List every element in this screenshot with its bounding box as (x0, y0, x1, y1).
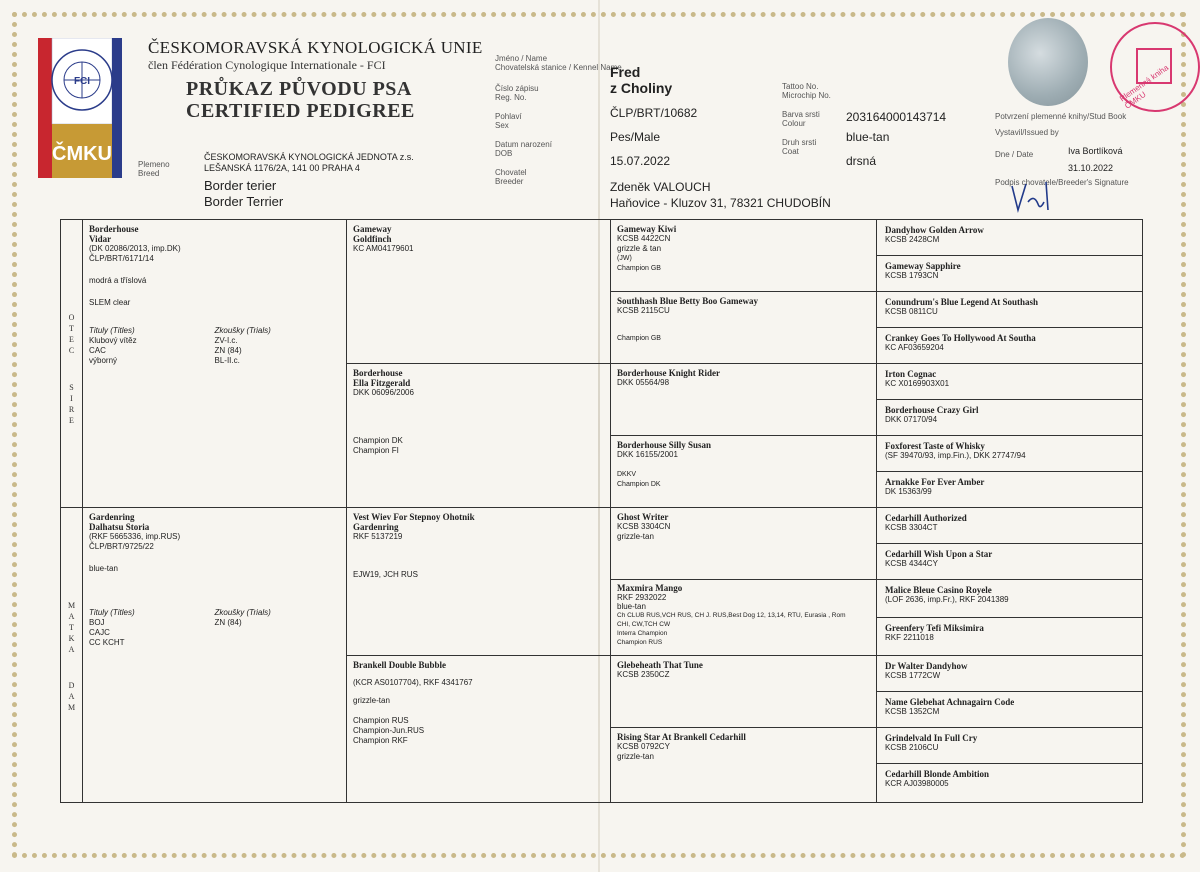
gen3-cell: Maxmira Mango RKF 2932022 blue-tan Ch CLUB RUS,VCH RUS, CH J. RUS,Best Dog 12, 13,14, RTU, Eurasia , Rom CHI, CW,TCH CW Interra Champion Champion RUS (611, 580, 877, 656)
gen3-cell: Borderhouse Knight Rider DKK 05564/98 (611, 364, 877, 436)
ancestor-reg: KC AF03659204 (885, 343, 944, 352)
colour-label: Barva srsti Colour (782, 110, 820, 128)
microchip-value: 203164000143714 (846, 110, 947, 124)
reg-number: ČLP/BRT/10682 (610, 106, 698, 120)
ancestor-reg: (SF 39470/93, imp.Fin.), DKK 27747/94 (885, 451, 1026, 460)
sex-label: Pohlaví Sex (495, 112, 522, 130)
ancestor-name: Arnakke For Ever Amber (885, 477, 985, 487)
ancestor-reg: KCR AJ03980005 (885, 779, 949, 788)
gen3-cell: Gameway Kiwi KCSB 4422CN grizzle & tan (JW) Champion GB (611, 220, 877, 292)
gen4-cell (877, 764, 1142, 802)
gen4-cell (877, 544, 1142, 580)
gen2-cell: Brankell Double Bubble (KCR AS0107704), RKF 4341767 grizzle-tan Champion RUS Champion-Jun.RUS Champion RKF (347, 656, 611, 802)
ancestor-name: Grindelvald In Full Cry (885, 733, 978, 743)
gen3-cell: Southhash Blue Betty Boo Gameway KCSB 2115CU Champion GB (611, 292, 877, 364)
cmku-logo (38, 38, 124, 178)
issued-by-value: Iva Bortlíková (1068, 146, 1123, 156)
gen3-cell: Ghost Writer KCSB 3304CN grizzle-tan (611, 508, 877, 580)
svg-text:ČMKU: ČMKU (52, 143, 112, 165)
svg-text:FCI: FCI (73, 76, 91, 87)
gen4-cell (877, 580, 1142, 618)
ancestor-name: Dr Walter Dandyhow (885, 661, 968, 671)
gen4-cell (877, 692, 1142, 728)
breeder-address: Haňovice - Kluzov 31, 78321 CHUDOBÍN (610, 196, 831, 210)
gen4-cell (877, 728, 1142, 764)
stamp-text: Plemenná kniha ČMKU (1118, 63, 1171, 111)
date-label: Dne / Date (995, 150, 1034, 159)
ancestor-name: Borderhouse Crazy Girl (885, 405, 979, 415)
gen4-cell (877, 328, 1142, 364)
gen3-cell: Rising Star At Brankell Cedarhill KCSB 0792CY grizzle-tan (611, 728, 877, 802)
gen4-cell (877, 472, 1142, 508)
hologram-seal (1008, 18, 1088, 106)
dob-label: Datum narození DOB (495, 140, 552, 158)
gen4-cell (877, 256, 1142, 292)
ancestor-name: Malice Bleue Casino Royele (885, 585, 992, 595)
gen4-cell (877, 508, 1142, 544)
issued-by-label: Vystavil/Issued by (995, 128, 1059, 137)
coat-label: Druh srsti Coat (782, 138, 817, 156)
ancestor-reg: KC X0169903X01 (885, 379, 950, 388)
ancestor-name: Conundrum's Blue Legend At Southash (885, 297, 1039, 307)
ancestor-name: Cedarhill Wish Upon a Star (885, 549, 993, 559)
org-name: ČESKOMORAVSKÁ KYNOLOGICKÁ UNIE (148, 38, 483, 57)
ancestor-reg: DK 15363/99 (885, 487, 932, 496)
ancestor-reg: KCSB 2106CU (885, 743, 939, 752)
ancestor-name: Dandyhow Golden Arrow (885, 225, 984, 235)
ancestor-reg: KCSB 2428CM (885, 235, 940, 244)
breeder-name: Zdeněk VALOUCH (610, 180, 711, 194)
signature-label: Podpis chovatele/Breeder's Signature (995, 178, 1129, 187)
ancestor-reg: KCSB 1772CW (885, 671, 941, 680)
ancestor-reg: KCSB 1352CM (885, 707, 940, 716)
doc-title-cz: PRŮKAZ PŮVODU PSA (186, 78, 412, 100)
gen4-cell (877, 220, 1142, 256)
dob-value: 15.07.2022 (610, 154, 671, 168)
gen2-cell: Gameway Goldfinch KC AM04179601 (347, 220, 611, 364)
ancestor-reg: RKF 2211018 (885, 633, 934, 642)
name-label: Jméno / Name Chovatelská stanice / Kennel Name (495, 54, 622, 72)
signature (1008, 180, 1056, 216)
breed-label: Plemeno Breed (138, 160, 170, 178)
gen4-cell (877, 436, 1142, 472)
ancestor-name: Greenfery Tefi Miksimira (885, 623, 984, 633)
ancestor-name: Name Glebehat Achnagairn Code (885, 697, 1015, 707)
breeder-label: Chovatel Breeder (495, 168, 527, 186)
gen3-cell: Borderhouse Silly Susan DKK 16155/2001 DKKV Champion DK (611, 436, 877, 508)
gen2-cell: Borderhouse Ella Fitzgerald DKK 06096/2006 Champion DK Champion FI (347, 364, 611, 508)
breed-value: Border terier Border Terrier (204, 178, 284, 209)
ancestor-reg: (LOF 2636, imp.Fr.), RKF 2041389 (885, 595, 1009, 604)
dam-cell: Gardenring Dalhatsu Storia (RKF 5665336, imp.RUS) ČLP/BRT/9725/22 blue-tan Tituly (Titles) BOJ CAJC CC KCHT Zkoušky (Trials) ZN (84) (83, 508, 347, 802)
sire-cell: Borderhouse Vidar (DK 02086/2013, imp.DK) ČLP/BRT/6171/14 modrá a tříslová SLEM clear Tituly (Titles) Klubový vítěz CAC výborný Zkoušky (Trials) ZV-I.c. ZN (84) BL-II.c. (83, 220, 347, 508)
sex-value: Pes/Male (610, 130, 661, 144)
doc-title-en: CERTIFIED PEDIGREE (186, 100, 415, 122)
org-membership: člen Fédération Cynologique Internationale - FCI (148, 58, 386, 72)
ancestor-reg: DKK 07170/94 (885, 415, 938, 424)
dam-side-label: M A T K A D A M (61, 508, 83, 802)
ancestor-reg: KCSB 1793CN (885, 271, 939, 280)
pedigree-table (60, 219, 1143, 803)
gen4-cell (877, 400, 1142, 436)
ancestor-reg: KCSB 0811CU (885, 307, 938, 316)
gen4-cell (877, 618, 1142, 656)
studbook-label: Potvrzení plemenné knihy/Stud Book (995, 112, 1127, 121)
ancestor-reg: KCSB 4344CY (885, 559, 938, 568)
sire-side-label: O T E C S I R E (61, 220, 83, 508)
ancestor-name: Cedarhill Authorized (885, 513, 967, 523)
issue-date: 31.10.2022 (1068, 163, 1114, 173)
reg-label: Číslo zápisu Reg. No. (495, 84, 539, 102)
coat-value: drsná (846, 154, 877, 168)
ancestor-name: Cedarhill Blonde Ambition (885, 769, 990, 779)
ancestor-name: Irton Cognac (885, 369, 937, 379)
gen3-cell: Glebeheath That Tune KCSB 2350CZ (611, 656, 877, 728)
ancestor-name: Foxforest Taste of Whisky (885, 441, 985, 451)
ancestor-name: Gameway Sapphire (885, 261, 961, 271)
gen4-cell (877, 364, 1142, 400)
issuer-address: ČESKOMORAVSKÁ KYNOLOGICKÁ JEDNOTA z.s. LEŠANSKÁ 1176/2A, 141 00 PRAHA 4 (204, 152, 414, 173)
ancestor-name: Crankey Goes To Hollywood At Southa (885, 333, 1036, 343)
microchip-label: Tattoo No. Microchip No. (782, 82, 831, 100)
colour-value: blue-tan (846, 130, 890, 144)
ancestor-reg: KCSB 3304CT (885, 523, 938, 532)
gen4-cell (877, 292, 1142, 328)
gen4-cell (877, 656, 1142, 692)
dog-name: Fred z Choliny (610, 64, 673, 96)
gen2-cell: Vest Wiev For Stepnoy Ohotnik Gardenring RKF 5137219 EJW19, JCH RUS (347, 508, 611, 656)
